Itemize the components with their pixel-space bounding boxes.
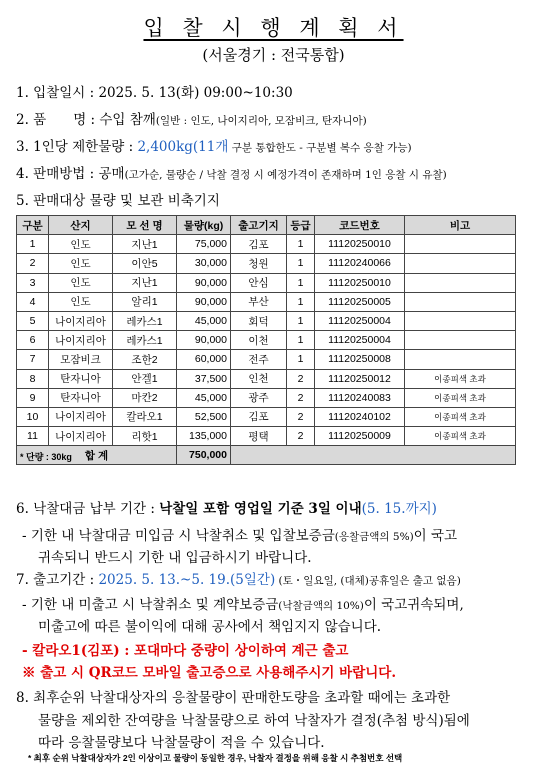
table-cell: 1 [287,273,315,292]
table-cell: 부산 [231,292,287,311]
table-header-cell: 등급 [287,216,315,235]
table-cell: 지난1 [113,235,177,254]
table-cell: 1 [287,331,315,350]
table-row [17,254,516,273]
table-cell: 8 [17,369,49,388]
table-cell: 11120240083 [315,388,405,407]
table-row [17,427,516,446]
table-cell: 나이지리아 [49,407,113,426]
table-cell: 마칸2 [113,388,177,407]
table-cell: 탄자니아 [49,369,113,388]
table-cell: 7 [17,350,49,369]
table-cell: 1 [287,254,315,273]
table-cell: 11120250012 [315,369,405,388]
item-sale-target [16,189,220,209]
table-row [17,350,516,369]
table-cell: 9 [17,388,49,407]
table-cell: 인도 [49,273,113,292]
item4-note: (고가순, 물량순 / 낙찰 결정 시 예정가격이 존재하며 1인 응찰 시 유찰) [124,169,447,181]
table-cell: 지난1 [113,273,177,292]
table-cell: 김포 [231,235,287,254]
table-cell: 회덕 [231,311,287,330]
item6-sub1-text: - 기한 내 낙찰대금 미입금 시 낙찰취소 및 입찰보증금 [22,528,335,544]
table-cell: 11120250010 [315,235,405,254]
total-label: 합 계 [17,446,177,465]
item-final-bidder-line2: 물량을 제외한 잔여량을 낙찰물량으로 하여 낙찰자가 결정(추첨 방식)됨에 [38,713,470,729]
table-cell: 45,000 [177,311,231,330]
footnote: * 최후 순위 낙찰대상자가 2인 이상이고 물량이 동일한 경우, 낙찰자 결정을 위해 응찰 시 추첨번호 선택 [28,753,403,763]
table-cell: 5 [17,311,49,330]
table-cell: 광주 [231,388,287,407]
document-title: 입 찰 시 행 계 획 서 [143,16,404,40]
table-header-cell: 산지 [49,216,113,235]
table-cell: 인천 [231,369,287,388]
table-cell: 11120250005 [315,292,405,311]
item7-label: 7. 출고기간 : [16,572,99,588]
table-cell: 이안5 [113,254,177,273]
table-cell: 10 [17,407,49,426]
table-cell: 조한2 [113,350,177,369]
table-header-cell: 출고기지 [231,216,287,235]
item1-value: 2025. 5. 13(화) 09:00~10:30 [98,85,293,101]
item6-sub1-note: (응찰금액의 5%) [334,531,414,543]
table-cell: 2 [287,407,315,426]
table-cell: 11120250010 [315,273,405,292]
table-cell: 칼라오1 [113,407,177,426]
table-cell: 3 [17,273,49,292]
table-cell [405,292,516,311]
table-cell: 인도 [49,292,113,311]
item-product-name [16,108,367,128]
table-cell: 11120250004 [315,311,405,330]
table-cell: 1 [287,292,315,311]
item7-sub1-text: - 기한 내 미출고 시 낙찰취소 및 계약보증금 [22,597,279,613]
table-cell: 안심 [231,273,287,292]
total-value: 750,000 [177,446,231,465]
table-cell: 리핫1 [113,427,177,446]
item6-value: (5. 15.까지) [361,501,437,517]
table-header-row [17,216,516,235]
table-cell: 나이지리아 [49,427,113,446]
table-cell: 레카스1 [113,311,177,330]
table-total-row [17,446,516,465]
table-cell [405,273,516,292]
table-cell: 30,000 [177,254,231,273]
table-cell: 탄자니아 [49,388,113,407]
table-cell: 모잠비크 [49,350,113,369]
table-row [17,388,516,407]
table-cell: 75,000 [177,235,231,254]
table-cell: 52,500 [177,407,231,426]
item6-sub1-tail: 이 국고 [413,528,458,544]
table-cell: 4 [17,292,49,311]
item7-sub1-tail: 이 국고귀속되며, [363,597,464,613]
inventory-table [16,215,516,465]
table-row [17,407,516,426]
table-cell: 2 [287,388,315,407]
table-cell: 60,000 [177,350,231,369]
total-empty-cell [231,446,516,465]
table-cell: 1 [287,350,315,369]
table-cell: 전주 [231,350,287,369]
table-row [17,292,516,311]
item7-warning-weight: - 칼라오1(김포) : 포대마다 중량이 상이하여 계근 출고 [22,643,349,659]
item7-sub1 [22,593,464,613]
item-limit-quantity [16,135,412,155]
table-cell: 이천 [231,331,287,350]
table-cell: 2 [287,427,315,446]
table-cell: 2 [287,369,315,388]
table-row [17,235,516,254]
table-cell: 90,000 [177,292,231,311]
item7-note: (토・일요일, (대체)공휴일은 출고 없음) [275,575,461,587]
table-row [17,331,516,350]
table-cell: 김포 [231,407,287,426]
item6-bold: 낙찰일 포함 영업일 기준 3일 이내 [159,501,362,517]
item6-sub1 [22,524,457,544]
table-cell: 135,000 [177,427,231,446]
table-cell: 6 [17,331,49,350]
table-cell: 이종피색 초과 [405,407,516,426]
table-cell: 45,000 [177,388,231,407]
item3-note: 구분 통합한도 - 구분별 복수 응찰 가능) [228,142,412,154]
table-cell: 1 [17,235,49,254]
item-sale-method [16,162,447,182]
table-cell: 평택 [231,427,287,446]
table-header-cell: 코드번호 [315,216,405,235]
item2-note: (일반 : 인도, 나이지리아, 모잠비크, 탄자니아) [155,115,367,127]
item6-sub2: 귀속되니 반드시 기한 내 입금하시기 바랍니다. [38,550,312,566]
table-cell: 2 [17,254,49,273]
table-cell: 이종피색 초과 [405,388,516,407]
item7-sub1-note: (낙찰금액의 10%) [278,600,364,612]
table-header-cell: 비고 [405,216,516,235]
table-cell: 37,500 [177,369,231,388]
table-row [17,369,516,388]
table-cell [405,331,516,350]
table-cell: 인도 [49,254,113,273]
table-cell: 11120250004 [315,331,405,350]
table-cell: 11 [17,427,49,446]
item4-label: 4. 판매방법 : 공매 [16,166,125,182]
table-cell: 나이지리아 [49,311,113,330]
item1-label: 1. 입찰일시 : [16,85,99,101]
table-cell: 90,000 [177,273,231,292]
document-subtitle: (서울경기 : 전국통합) [202,46,345,64]
item-payment-deadline [16,497,437,517]
table-cell [405,254,516,273]
table-header-cell: 구분 [17,216,49,235]
table-cell: 인도 [49,235,113,254]
item-final-bidder-line3: 따라 응찰물량보다 낙찰물량이 적을 수 있습니다. [38,735,325,751]
item7-warning-qr: ※ 출고 시 QR코드 모바일 출고증으로 사용해주시기 바랍니다. [22,665,397,681]
table-cell: 이종피색 초과 [405,427,516,446]
item-final-bidder-line1: 8. 최후순위 낙찰대상자의 응찰물량이 판매한도량을 초과할 때에는 초과한 [16,690,451,706]
item3-label: 3. 1인당 제한물량 : [16,139,138,155]
table-cell: 레카스1 [113,331,177,350]
table-cell: 11120250009 [315,427,405,446]
item6-label: 6. 낙찰대금 납부 기간 : [16,501,160,517]
item-release-period [16,568,461,588]
item3-value: 2,400kg(11개 [137,139,229,155]
table-header-cell: 물량(kg) [177,216,231,235]
table-row [17,273,516,292]
table-cell [405,350,516,369]
table-cell: 11120250008 [315,350,405,369]
table-cell: 90,000 [177,331,231,350]
table-cell [405,235,516,254]
table-header-cell: 모 선 명 [113,216,177,235]
table-cell: 11120240066 [315,254,405,273]
item5-label: 5. 판매대상 물량 및 보관 비축기지 [16,193,220,209]
table-cell [405,311,516,330]
table-cell: 11120240102 [315,407,405,426]
table-cell: 안겔1 [113,369,177,388]
table-body [17,235,516,465]
table-cell: 청원 [231,254,287,273]
unit-note: * 단량 : 30kg [20,452,72,462]
table-row [17,311,516,330]
item-bid-datetime [16,81,293,101]
table-cell: 1 [287,235,315,254]
table-cell: 1 [287,311,315,330]
table-cell: 이종피색 초과 [405,369,516,388]
item7-sub2: 미출고에 따른 불이익에 대해 공사에서 책임지지 않습니다. [38,619,382,635]
item7-value: 2025. 5. 13.~5. 19.(5일간) [98,572,276,588]
table-cell: 알리1 [113,292,177,311]
item2-label: 2. 품 명 : 수입 참깨 [16,112,156,128]
table-cell: 나이지리아 [49,331,113,350]
